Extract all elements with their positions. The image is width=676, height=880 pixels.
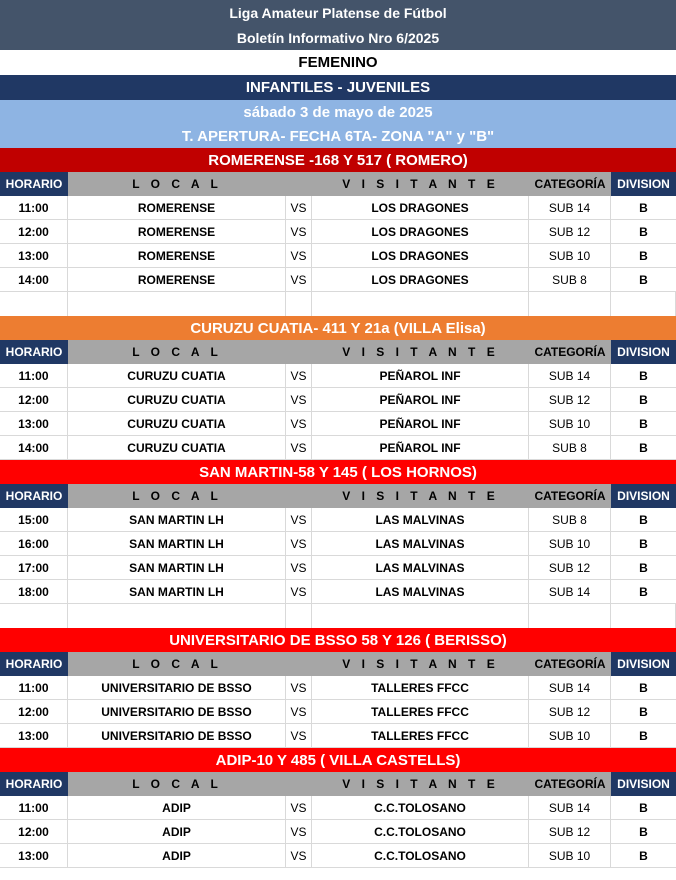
- col-local: L O C A L: [68, 772, 286, 796]
- vs-label: VS: [286, 508, 312, 531]
- match-time: 11:00: [0, 676, 68, 699]
- match-division: B: [639, 200, 648, 215]
- match-row: [0, 508, 676, 532]
- col-vs: [286, 172, 312, 196]
- match-category: SUB 12: [529, 388, 611, 411]
- match-category: SUB 10: [529, 244, 611, 267]
- local-team: UNIVERSITARIO DE BSSO: [68, 724, 286, 747]
- col-time: HORARIO: [0, 172, 68, 196]
- spacer-row: [0, 292, 676, 316]
- match-time: 12:00: [0, 388, 68, 411]
- local-team: CURUZU CUATIA: [68, 364, 286, 387]
- match-division: B: [639, 800, 648, 815]
- match-category: SUB 8: [529, 268, 611, 291]
- visitor-team: TALLERES FFCC: [312, 676, 529, 699]
- match-category: SUB 12: [529, 220, 611, 243]
- local-team: SAN MARTIN LH: [68, 532, 286, 555]
- col-time: HORARIO: [0, 772, 68, 796]
- visitor-team: LOS DRAGONES: [312, 196, 529, 219]
- match-time: 11:00: [0, 364, 68, 387]
- vs-label: VS: [286, 676, 312, 699]
- match-row: [0, 724, 676, 748]
- vs-label: VS: [286, 700, 312, 723]
- league-title: Liga Amateur Platense de Fútbol: [0, 0, 676, 25]
- local-team: ROMERENSE: [68, 196, 286, 219]
- match-category: SUB 10: [529, 532, 611, 555]
- local-team: ROMERENSE: [68, 220, 286, 243]
- vs-label: VS: [286, 532, 312, 555]
- vs-label: VS: [286, 844, 312, 867]
- col-vs: [286, 340, 312, 364]
- match-division: B: [639, 248, 648, 263]
- visitor-team: LOS DRAGONES: [312, 244, 529, 267]
- vs-label: VS: [286, 556, 312, 579]
- vs-label: VS: [286, 820, 312, 843]
- col-vs: [286, 772, 312, 796]
- col-visitor: V I S I T A N T E: [312, 652, 529, 676]
- match-category: SUB 14: [529, 676, 611, 699]
- match-row: [0, 556, 676, 580]
- match-category: SUB 14: [529, 796, 611, 819]
- vs-label: VS: [286, 220, 312, 243]
- venue-title: ROMERENSE -168 Y 517 ( ROMERO): [0, 148, 676, 172]
- col-local: L O C A L: [68, 652, 286, 676]
- visitor-team: PEÑAROL INF: [312, 436, 529, 459]
- vs-label: VS: [286, 388, 312, 411]
- match-category: SUB 12: [529, 820, 611, 843]
- match-row: [0, 820, 676, 844]
- vs-label: VS: [286, 412, 312, 435]
- match-time: 12:00: [0, 820, 68, 843]
- match-category: SUB 12: [529, 556, 611, 579]
- col-category: CATEGORÍA: [529, 652, 611, 676]
- match-division: B: [639, 584, 648, 599]
- match-division: B: [639, 824, 648, 839]
- match-time: 11:00: [0, 796, 68, 819]
- visitor-team: C.C.TOLOSANO: [312, 844, 529, 867]
- match-category: SUB 12: [529, 700, 611, 723]
- match-row: [0, 412, 676, 436]
- match-time: 14:00: [0, 436, 68, 459]
- match-date: sábado 3 de mayo de 2025: [0, 100, 676, 124]
- col-visitor: V I S I T A N T E: [312, 772, 529, 796]
- match-division: B: [639, 680, 648, 695]
- col-division: DIVISION: [611, 340, 676, 364]
- visitor-team: LOS DRAGONES: [312, 268, 529, 291]
- col-category: CATEGORÍA: [529, 484, 611, 508]
- visitor-team: PEÑAROL INF: [312, 364, 529, 387]
- local-team: SAN MARTIN LH: [68, 556, 286, 579]
- branch-title: FEMENINO: [0, 50, 676, 75]
- visitor-team: LAS MALVINAS: [312, 580, 529, 603]
- match-row: [0, 244, 676, 268]
- match-division: B: [639, 704, 648, 719]
- match-row: [0, 796, 676, 820]
- match-row: [0, 676, 676, 700]
- vs-label: VS: [286, 796, 312, 819]
- col-visitor: V I S I T A N T E: [312, 172, 529, 196]
- match-category: SUB 10: [529, 412, 611, 435]
- local-team: SAN MARTIN LH: [68, 508, 286, 531]
- match-division: B: [639, 728, 648, 743]
- match-row: [0, 580, 676, 604]
- match-time: 13:00: [0, 724, 68, 747]
- match-division: B: [639, 512, 648, 527]
- match-time: 17:00: [0, 556, 68, 579]
- col-time: HORARIO: [0, 652, 68, 676]
- visitor-team: PEÑAROL INF: [312, 412, 529, 435]
- match-row: [0, 268, 676, 292]
- match-time: 12:00: [0, 220, 68, 243]
- visitor-team: LAS MALVINAS: [312, 532, 529, 555]
- col-vs: [286, 484, 312, 508]
- match-category: SUB 14: [529, 580, 611, 603]
- column-header: [0, 340, 676, 364]
- vs-label: VS: [286, 196, 312, 219]
- match-row: [0, 220, 676, 244]
- match-division: B: [639, 272, 648, 287]
- match-division: B: [639, 224, 648, 239]
- local-team: ROMERENSE: [68, 268, 286, 291]
- local-team: ADIP: [68, 796, 286, 819]
- match-division: B: [639, 416, 648, 431]
- column-header: [0, 484, 676, 508]
- match-row: [0, 436, 676, 460]
- match-time: 13:00: [0, 412, 68, 435]
- local-team: ADIP: [68, 844, 286, 867]
- col-local: L O C A L: [68, 484, 286, 508]
- visitor-team: C.C.TOLOSANO: [312, 820, 529, 843]
- col-division: DIVISION: [611, 484, 676, 508]
- col-visitor: V I S I T A N T E: [312, 340, 529, 364]
- match-row: [0, 388, 676, 412]
- vs-label: VS: [286, 364, 312, 387]
- match-time: 12:00: [0, 700, 68, 723]
- match-category: SUB 14: [529, 196, 611, 219]
- match-time: 14:00: [0, 268, 68, 291]
- vs-label: VS: [286, 580, 312, 603]
- venue-title: UNIVERSITARIO DE BSSO 58 Y 126 ( BERISSO): [0, 628, 676, 652]
- match-category: SUB 8: [529, 508, 611, 531]
- match-time: 11:00: [0, 196, 68, 219]
- column-header: [0, 172, 676, 196]
- local-team: ROMERENSE: [68, 244, 286, 267]
- match-category: SUB 10: [529, 724, 611, 747]
- local-team: ADIP: [68, 820, 286, 843]
- match-row: [0, 364, 676, 388]
- match-category: SUB 14: [529, 364, 611, 387]
- tournament-title: T. APERTURA- FECHA 6TA- ZONA "A" y "B": [0, 124, 676, 148]
- match-division: B: [639, 848, 648, 863]
- visitor-team: LAS MALVINAS: [312, 556, 529, 579]
- local-team: CURUZU CUATIA: [68, 436, 286, 459]
- visitor-team: PEÑAROL INF: [312, 388, 529, 411]
- venue-title: SAN MARTIN-58 Y 145 ( LOS HORNOS): [0, 460, 676, 484]
- col-category: CATEGORÍA: [529, 172, 611, 196]
- visitor-team: TALLERES FFCC: [312, 724, 529, 747]
- visitor-team: TALLERES FFCC: [312, 700, 529, 723]
- col-division: DIVISION: [611, 652, 676, 676]
- spacer-row: [0, 604, 676, 628]
- match-time: 16:00: [0, 532, 68, 555]
- venue-title: CURUZU CUATIA- 411 Y 21a (VILLA Elisa): [0, 316, 676, 340]
- visitor-team: LOS DRAGONES: [312, 220, 529, 243]
- vs-label: VS: [286, 724, 312, 747]
- match-row: [0, 700, 676, 724]
- match-time: 13:00: [0, 844, 68, 867]
- match-division: B: [639, 440, 648, 455]
- venue-title: ADIP-10 Y 485 ( VILLA CASTELLS): [0, 748, 676, 772]
- match-time: 18:00: [0, 580, 68, 603]
- match-row: [0, 844, 676, 868]
- match-division: B: [639, 392, 648, 407]
- local-team: UNIVERSITARIO DE BSSO: [68, 700, 286, 723]
- col-local: L O C A L: [68, 340, 286, 364]
- vs-label: VS: [286, 436, 312, 459]
- local-team: CURUZU CUATIA: [68, 412, 286, 435]
- visitor-team: LAS MALVINAS: [312, 508, 529, 531]
- col-division: DIVISION: [611, 172, 676, 196]
- match-division: B: [639, 368, 648, 383]
- column-header: [0, 652, 676, 676]
- col-division: DIVISION: [611, 772, 676, 796]
- local-team: SAN MARTIN LH: [68, 580, 286, 603]
- match-time: 13:00: [0, 244, 68, 267]
- categories-title: INFANTILES - JUVENILES: [0, 75, 676, 100]
- local-team: CURUZU CUATIA: [68, 388, 286, 411]
- col-local: L O C A L: [68, 172, 286, 196]
- column-header: [0, 772, 676, 796]
- col-category: CATEGORÍA: [529, 772, 611, 796]
- col-visitor: V I S I T A N T E: [312, 484, 529, 508]
- match-division: B: [639, 560, 648, 575]
- visitor-team: C.C.TOLOSANO: [312, 796, 529, 819]
- col-time: HORARIO: [0, 484, 68, 508]
- match-category: SUB 8: [529, 436, 611, 459]
- vs-label: VS: [286, 244, 312, 267]
- local-team: UNIVERSITARIO DE BSSO: [68, 676, 286, 699]
- bulletin-number: Boletín Informativo Nro 6/2025: [0, 25, 676, 50]
- match-division: B: [639, 536, 648, 551]
- col-time: HORARIO: [0, 340, 68, 364]
- match-category: SUB 10: [529, 844, 611, 867]
- match-row: [0, 532, 676, 556]
- match-row: [0, 196, 676, 220]
- vs-label: VS: [286, 268, 312, 291]
- col-category: CATEGORÍA: [529, 340, 611, 364]
- col-vs: [286, 652, 312, 676]
- match-time: 15:00: [0, 508, 68, 531]
